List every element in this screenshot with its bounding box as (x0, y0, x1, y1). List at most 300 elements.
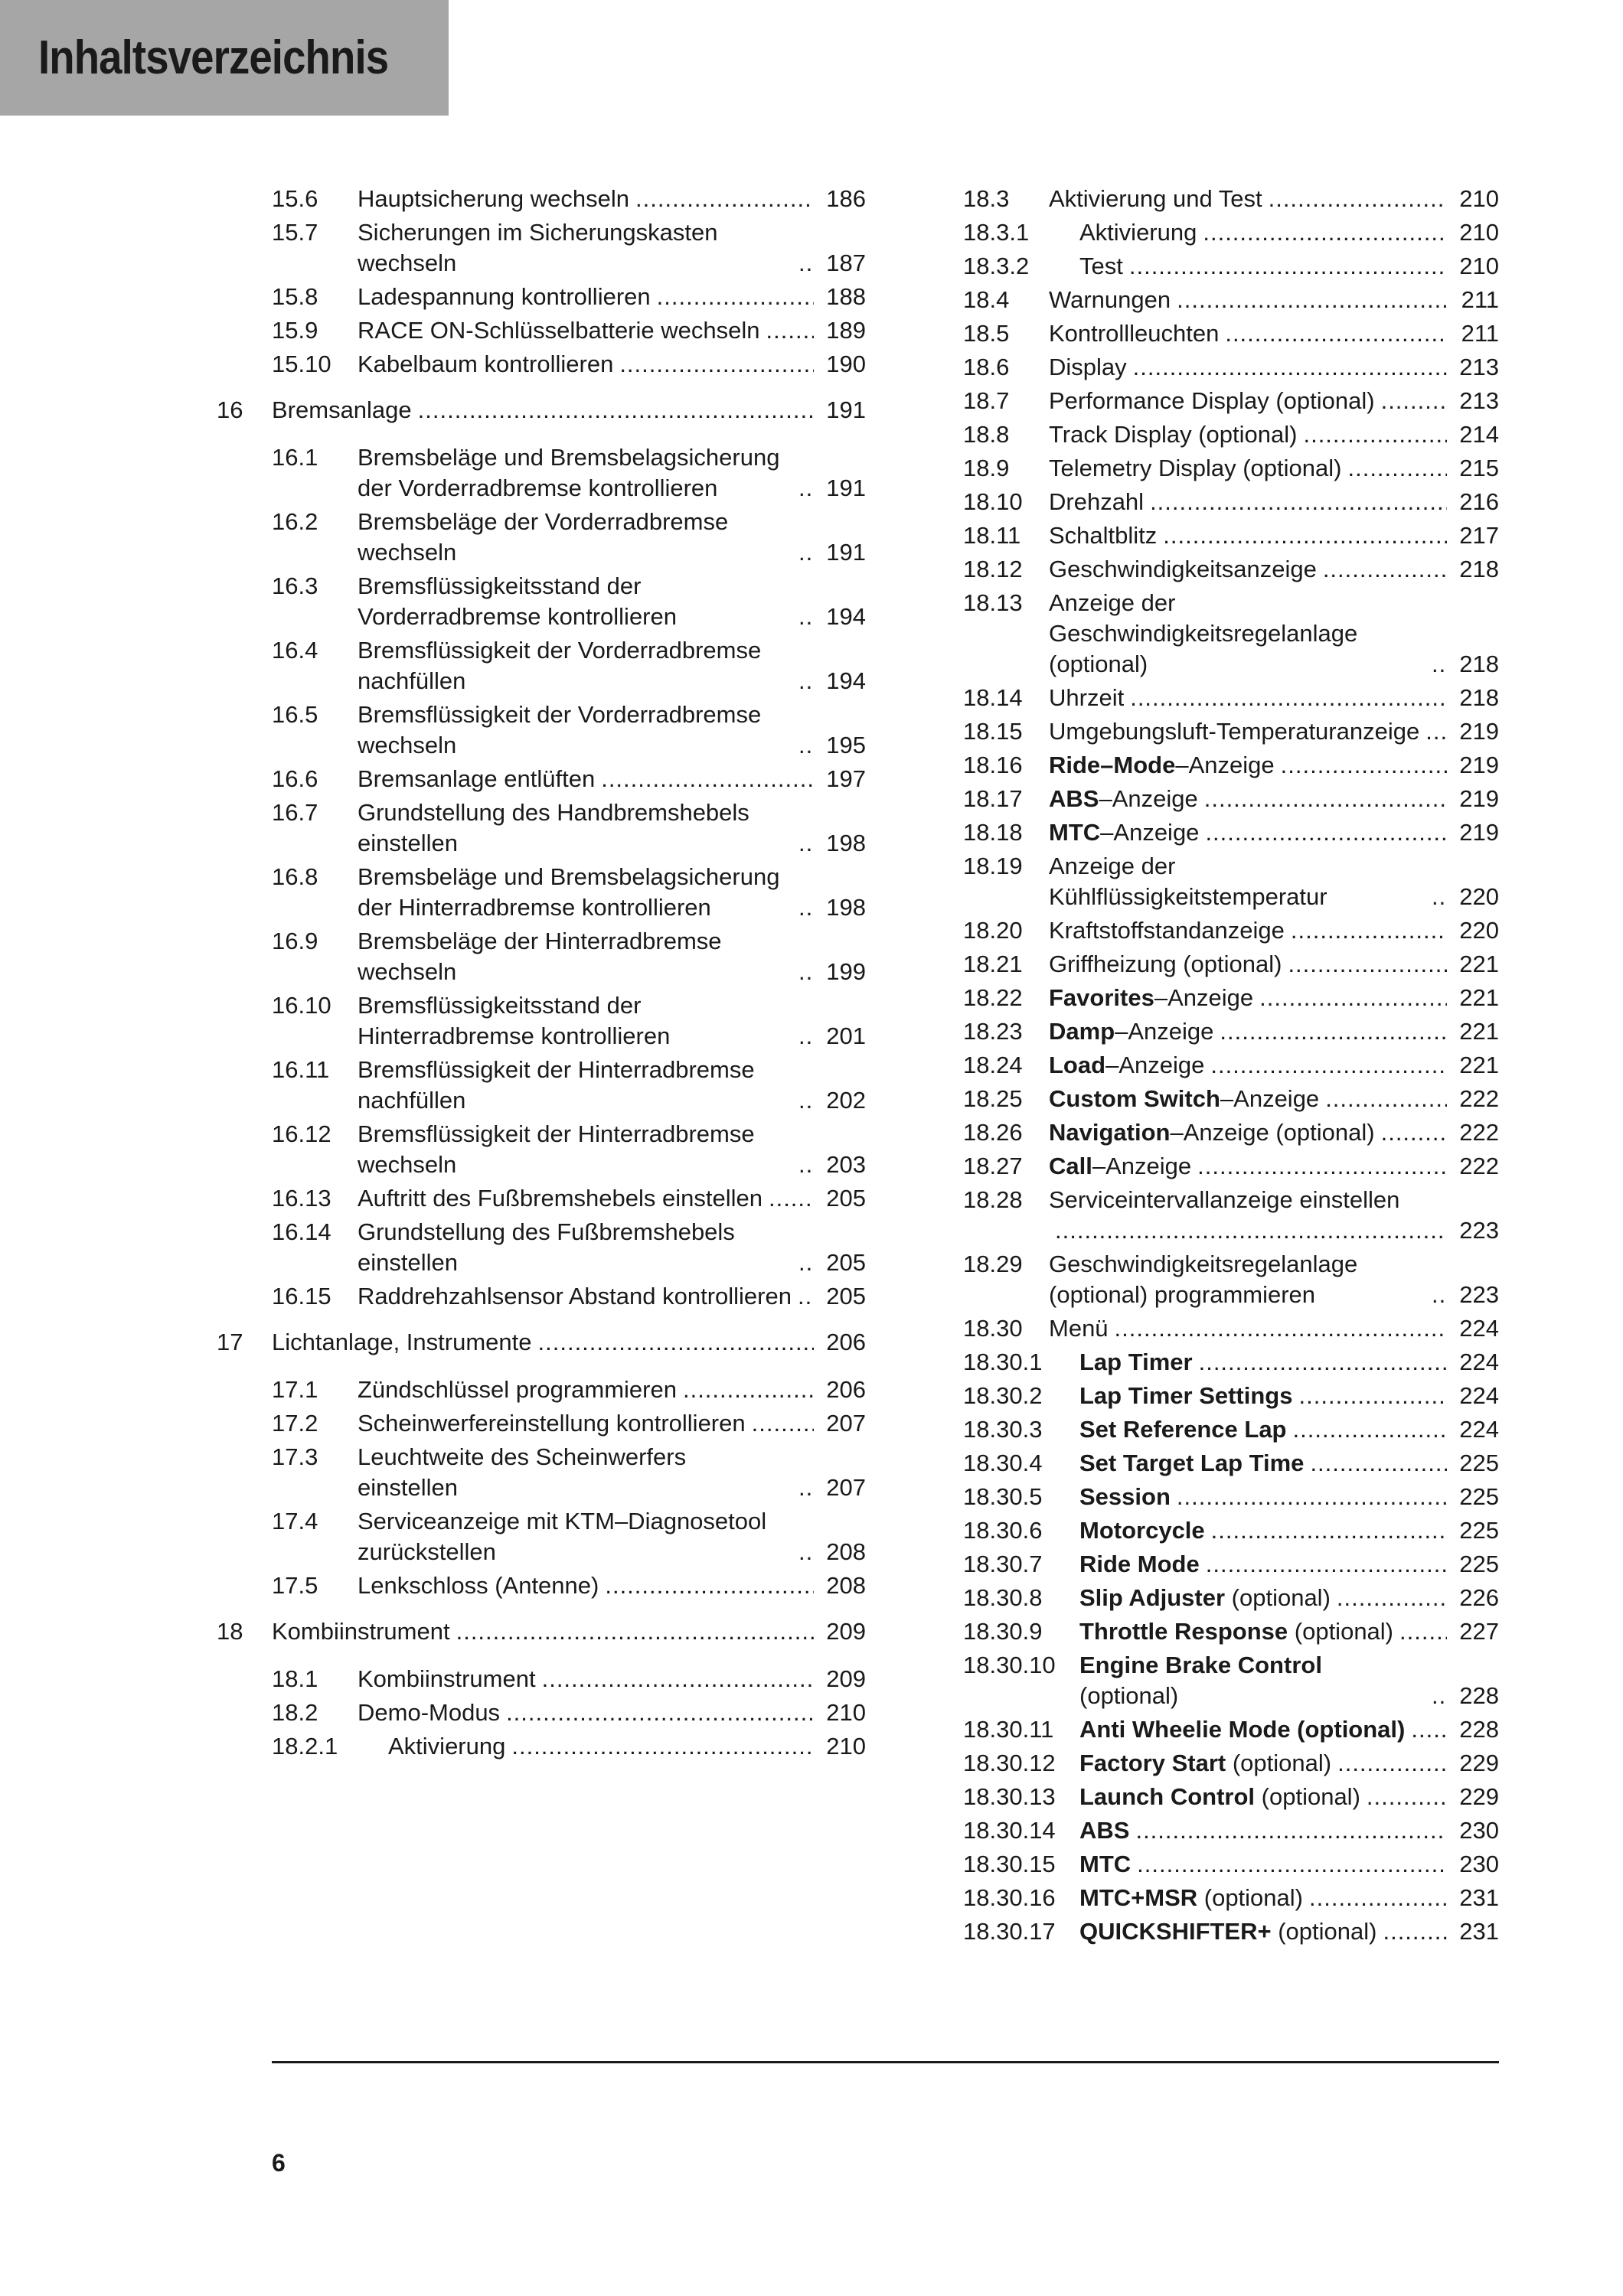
toc-dot-leader (542, 1664, 814, 1694)
toc-entry-page: 194 (826, 667, 866, 694)
toc-dot-leader (1210, 1050, 1447, 1081)
toc-dot-leader (1281, 750, 1447, 781)
toc-entry-number: 16.3 (272, 572, 318, 599)
toc-entry-title-text: Bremsflüssigkeitsstand der Vorderradbremse kontrollieren (358, 572, 677, 630)
toc-entry-title (1049, 453, 1341, 484)
toc-entry-page: 206 (826, 1376, 866, 1403)
toc-dot-leader (1130, 683, 1447, 713)
toc-entry[interactable] (963, 1916, 1499, 1947)
toc-entry-title-text: Kontrollleuchten (1049, 320, 1220, 347)
toc-entry[interactable] (963, 1849, 1499, 1880)
toc-entry-title (1049, 487, 1144, 517)
toc-dot-leader (1310, 1448, 1447, 1479)
toc-entry[interactable] (272, 1375, 866, 1405)
toc-entry-number: 16.14 (272, 1218, 331, 1245)
toc-entry-page: 220 (1459, 917, 1499, 944)
toc-entry[interactable] (963, 1381, 1499, 1411)
toc-entry[interactable] (963, 1448, 1499, 1479)
toc-entry[interactable] (272, 217, 866, 279)
toc-dot-leader (456, 1616, 814, 1647)
toc-dot-leader (1137, 1849, 1447, 1880)
toc-entry[interactable] (272, 1217, 866, 1278)
toc-entry-number: 18.6 (963, 354, 1010, 380)
toc-entry-title-text: Grundstellung des Handbremshebels einstellen (358, 799, 749, 856)
toc-entry-number: 16.1 (272, 444, 318, 471)
toc-entry[interactable] (272, 1055, 866, 1116)
toc-entry-page: 209 (826, 1665, 866, 1692)
toc-entry-page: 213 (1459, 354, 1499, 380)
toc-entry-title-text: Aktivierung und Test (1049, 185, 1262, 212)
toc-dot-leader (683, 1375, 814, 1405)
toc-entry-title (358, 1570, 599, 1601)
toc-entry[interactable] (963, 251, 1499, 282)
toc-entry[interactable] (963, 817, 1499, 848)
toc-dot-leader (798, 1085, 814, 1116)
toc-entry[interactable] (272, 1506, 866, 1567)
toc-entry[interactable] (963, 1616, 1499, 1647)
toc-entry-title (358, 349, 613, 380)
toc-entry-title (358, 635, 792, 696)
toc-entry-title-bold: Ride–Mode (1049, 752, 1176, 778)
toc-entry-page: 222 (1459, 1153, 1499, 1179)
toc-entry-title (1079, 1482, 1171, 1512)
toc-entry-title-text: Menü (1049, 1315, 1109, 1342)
toc-entry[interactable] (963, 554, 1499, 585)
toc-entry-number: 15.10 (272, 351, 331, 377)
toc-entry-title (1079, 1515, 1205, 1546)
toc-entry-title (358, 184, 629, 214)
toc-entry-number: 16.9 (272, 928, 318, 954)
toc-entry[interactable] (963, 851, 1499, 912)
toc-dot-leader (1381, 1117, 1447, 1148)
toc-entry-number: 18.30.16 (963, 1884, 1056, 1911)
toc-entry-title (1049, 1151, 1191, 1182)
toc-entry-title-text: Telemetry Display (optional) (1049, 455, 1342, 481)
toc-entry[interactable] (272, 1281, 866, 1312)
toc-entry-page: 221 (1459, 1052, 1499, 1078)
toc-entry[interactable] (963, 1313, 1499, 1344)
toc-entry[interactable] (963, 453, 1499, 484)
toc-dot-leader (1425, 716, 1447, 747)
toc-dot-leader (1337, 1748, 1447, 1779)
toc-entry[interactable] (963, 1050, 1499, 1081)
toc-entry-title (358, 571, 792, 632)
toc-entry[interactable] (963, 386, 1499, 416)
toc-entry-page: 218 (1459, 651, 1499, 677)
toc-dot-leader (1381, 386, 1447, 416)
toc-entry[interactable] (963, 184, 1499, 214)
toc-entry-number: 16.7 (272, 799, 318, 826)
toc-entry-number: 17.3 (272, 1443, 318, 1470)
toc-dot-leader (1323, 554, 1447, 585)
toc-dot-leader (1288, 949, 1447, 980)
toc-dot-leader (635, 184, 814, 214)
toc-entry-title (1049, 419, 1297, 450)
toc-entry-title (1049, 784, 1198, 814)
toc-entry-page: 207 (826, 1410, 866, 1437)
toc-entry-number: 18.3.2 (963, 253, 1030, 279)
toc-chapter-entry[interactable] (217, 1616, 866, 1647)
toc-entry-number: 15.9 (272, 317, 318, 344)
toc-entry-number: 17.2 (272, 1410, 318, 1437)
toc-entry-title-text: (optional) (1197, 1884, 1303, 1911)
toc-entry-page: 230 (1459, 1817, 1499, 1844)
toc-entry[interactable] (963, 1151, 1499, 1182)
toc-entry[interactable] (963, 1883, 1499, 1913)
toc-entry-title (1079, 1650, 1425, 1711)
toc-entry-number: 16.5 (272, 701, 318, 728)
toc-entry-number: 16.8 (272, 863, 318, 890)
toc-entry-title (358, 1281, 792, 1312)
toc-entry-title-text: Umgebungsluft-Temperaturanzeige (1049, 718, 1420, 745)
toc-chapter-entry[interactable] (217, 1327, 866, 1358)
toc-entry-title-text: Bremsflüssigkeit der Vorderradbremse nachfüllen (358, 637, 762, 694)
toc-entry[interactable] (963, 487, 1499, 517)
toc-entry-title (358, 926, 792, 987)
toc-entry[interactable] (963, 750, 1499, 781)
toc-entry[interactable] (963, 1714, 1499, 1745)
toc-entry-number: 18.30.3 (963, 1416, 1043, 1443)
toc-entry-title-text: –Anzeige (optional) (1170, 1119, 1375, 1146)
toc-entry-number: 18.2.1 (272, 1733, 338, 1760)
toc-entry[interactable] (963, 419, 1499, 450)
toc-entry-number: 18.14 (963, 684, 1023, 711)
toc-dot-leader (798, 666, 814, 696)
toc-entry-title-text: –Anzeige (1115, 1018, 1214, 1045)
toc-entry-title (1049, 520, 1157, 551)
toc-entry[interactable] (963, 1748, 1499, 1779)
toc-entry-page: 211 (1461, 286, 1499, 313)
toc-entry-number: 16.15 (272, 1283, 331, 1309)
toc-entry[interactable] (963, 949, 1499, 980)
toc-entry[interactable] (963, 1549, 1499, 1580)
toc-entry[interactable] (963, 217, 1499, 248)
toc-entry[interactable] (963, 683, 1499, 713)
toc-dot-leader (1309, 1883, 1447, 1913)
toc-dot-leader (766, 315, 815, 346)
toc-entry-title-text: Ladespannung kontrollieren (358, 283, 651, 310)
toc-entry-page: 225 (1459, 1551, 1499, 1577)
toc-entry[interactable] (272, 926, 866, 987)
toc-entry-number: 18.8 (963, 421, 1010, 448)
toc-entry-title (358, 700, 792, 761)
toc-entry-title (272, 1616, 450, 1647)
toc-dot-leader (798, 537, 814, 568)
toc-entry-page: 229 (1459, 1783, 1499, 1810)
toc-dot-leader (1347, 453, 1447, 484)
toc-entry-number: 16 (217, 396, 243, 423)
toc-entry[interactable] (963, 352, 1499, 383)
toc-entry-title (358, 282, 651, 312)
toc-dot-leader (1293, 1414, 1448, 1445)
toc-dot-leader (1211, 1515, 1447, 1546)
toc-entry[interactable] (963, 1650, 1499, 1711)
toc-entry-title-text: Bremsanlage (272, 396, 412, 423)
toc-dot-leader (1163, 520, 1447, 551)
toc-dot-leader (657, 282, 814, 312)
toc-entry-page: 191 (826, 396, 866, 423)
toc-dot-leader (1383, 1916, 1447, 1947)
toc-dot-leader (1206, 1549, 1447, 1580)
toc-entry-title (358, 217, 792, 279)
toc-entry[interactable] (963, 1117, 1499, 1148)
toc-entry-title-text: Warnungen (1049, 286, 1171, 313)
toc-entry-number: 18.30.5 (963, 1483, 1043, 1510)
toc-dot-leader (1205, 817, 1447, 848)
toc-entry-title-bold: Custom Switch (1049, 1085, 1220, 1112)
toc-entry-title-text: Kombiinstrument (272, 1618, 450, 1645)
toc-dot-leader (752, 1408, 814, 1439)
toc-entry-title (1079, 1381, 1293, 1411)
toc-entry-page: 218 (1459, 556, 1499, 582)
toc-entry-page: 205 (826, 1283, 866, 1309)
toc-entry-page: 205 (826, 1185, 866, 1212)
toc-entry-title-text: (optional) (1271, 1918, 1377, 1945)
toc-entry-number: 18 (217, 1618, 243, 1645)
toc-entry[interactable] (272, 1408, 866, 1439)
toc-entry-title-text: (optional) (1079, 1682, 1179, 1709)
toc-entry[interactable] (963, 1815, 1499, 1846)
toc-entry-title (1049, 851, 1425, 912)
toc-entry-page: 231 (1459, 1918, 1499, 1945)
toc-entry-page: 210 (1459, 185, 1499, 212)
toc-entry-number: 18.30.15 (963, 1851, 1056, 1877)
page-title: Inhaltsverzeichnis (38, 31, 389, 84)
toc-entry-title (272, 395, 412, 426)
toc-entry-number: 16.11 (272, 1056, 330, 1083)
toc-dot-leader (506, 1698, 814, 1728)
toc-entry-page: 218 (1459, 684, 1499, 711)
toc-dot-leader (1135, 1815, 1447, 1846)
toc-entry[interactable] (272, 635, 866, 696)
toc-entry[interactable] (272, 797, 866, 859)
toc-entry-title (272, 1327, 532, 1358)
toc-entry[interactable] (272, 1183, 866, 1214)
toc-entry-page: 221 (1459, 984, 1499, 1011)
toc-entry-title-text: Serviceanzeige mit KTM–Diagnosetool zurückstellen (358, 1508, 767, 1565)
toc-entry-title-bold: Damp (1049, 1018, 1115, 1045)
toc-entry[interactable] (963, 983, 1499, 1013)
toc-entry-number: 18.30.9 (963, 1618, 1043, 1645)
toc-entry-title (358, 1442, 792, 1503)
toc-entry-title-bold: Motorcycle (1079, 1517, 1205, 1544)
toc-entry[interactable] (963, 716, 1499, 747)
toc-entry-page: 189 (826, 317, 866, 344)
toc-entry-title-bold: Lap Timer Settings (1079, 1382, 1293, 1409)
toc-entry-title-text: Schaltblitz (1049, 522, 1158, 549)
toc-entry[interactable] (963, 1782, 1499, 1812)
toc-entry[interactable] (272, 571, 866, 632)
toc-dot-leader (1225, 318, 1447, 349)
toc-entry-title (1049, 750, 1275, 781)
toc-entry-number: 15.8 (272, 283, 318, 310)
toc-entry[interactable] (963, 784, 1499, 814)
toc-entry[interactable] (272, 1698, 866, 1728)
toc-entry-page: 225 (1459, 1517, 1499, 1544)
toc-entry-number: 17.5 (272, 1572, 318, 1599)
toc-entry-page: 221 (1459, 1018, 1499, 1045)
toc-entry-title-text: Drehzahl (1049, 488, 1145, 515)
toc-entry-title-text: –Anzeige (1220, 1085, 1320, 1112)
toc-entry-title-text: Anzeige der Kühlflüssigkeitstemperatur (1049, 853, 1327, 910)
toc-entry[interactable] (963, 318, 1499, 349)
toc-entry-page: 195 (826, 732, 866, 758)
toc-dot-leader (1432, 1280, 1447, 1310)
toc-entry-number: 16.6 (272, 765, 318, 792)
toc-entry-title (1079, 217, 1197, 248)
toc-entry-title-bold: Launch Control (1079, 1783, 1256, 1810)
toc-entry-title-bold: Set Reference Lap (1079, 1416, 1287, 1443)
toc-entry-title (1049, 352, 1127, 383)
toc-entry-number: 18.12 (963, 556, 1023, 582)
toc-entry-title-text: Aktivierung (1079, 219, 1197, 246)
toc-entry[interactable] (963, 1515, 1499, 1546)
toc-entry-title-text: (optional) (1225, 1584, 1331, 1611)
toc-entry-number: 18.18 (963, 819, 1023, 846)
toc-dot-leader (1204, 784, 1447, 814)
toc-entry-number: 16.10 (272, 992, 331, 1019)
toc-entry-number: 16.13 (272, 1185, 331, 1212)
toc-entry-title-text: Bremsanlage entlüften (358, 765, 596, 792)
toc-entry-title-bold: Navigation (1049, 1119, 1171, 1146)
toc-entry-page: 224 (1459, 1416, 1499, 1443)
toc-dot-leader (1367, 1782, 1447, 1812)
toc-entry[interactable] (272, 1731, 866, 1762)
toc-entry-title-text: Zündschlüssel programmieren (358, 1376, 677, 1403)
toc-entry-number: 18.23 (963, 1018, 1023, 1045)
toc-entry[interactable] (272, 184, 866, 214)
toc-entry-number: 18.1 (272, 1665, 318, 1692)
toc-entry[interactable] (963, 1016, 1499, 1047)
toc-entry-number: 18.30.6 (963, 1517, 1043, 1544)
toc-entry[interactable] (963, 1347, 1499, 1378)
toc-entry[interactable] (272, 282, 866, 312)
toc-entry-title (1049, 1117, 1375, 1148)
toc-entry[interactable] (272, 315, 866, 346)
toc-entry-title (1079, 1347, 1193, 1378)
toc-dot-leader (1220, 1016, 1447, 1047)
toc-entry[interactable] (272, 990, 866, 1052)
toc-entry-title-text: Bremsbeläge der Hinterradbremse wechseln (358, 928, 722, 985)
toc-entry[interactable] (963, 520, 1499, 551)
toc-entry-number: 18.30.1 (963, 1349, 1043, 1375)
toc-entry-number: 17.4 (272, 1508, 318, 1534)
toc-dot-leader (1199, 1347, 1447, 1378)
toc-entry-number: 18.3.1 (963, 219, 1030, 246)
footer-divider (272, 2061, 1499, 2063)
toc-entry-title-text: Bremsbeläge und Bremsbelagsicherung der Hinterradbremse kontrollieren (358, 863, 780, 921)
toc-dot-leader (798, 1247, 814, 1278)
toc-entry-title (358, 797, 792, 859)
toc-entry[interactable] (272, 507, 866, 568)
toc-entry[interactable] (272, 764, 866, 794)
toc-entry-number: 17.1 (272, 1376, 318, 1403)
toc-entry[interactable] (272, 349, 866, 380)
toc-entry-page: 210 (1459, 219, 1499, 246)
toc-entry-number: 18.5 (963, 320, 1010, 347)
toc-entry-page: 219 (1459, 718, 1499, 745)
toc-dot-leader (619, 349, 814, 380)
toc-dot-leader (1177, 285, 1447, 315)
toc-entry-title-text: Anzeige der Geschwindigkeitsregelanlage (optional) (1049, 589, 1358, 677)
toc-entry-title-text: Bremsbeläge der Vorderradbremse wechseln (358, 508, 729, 566)
toc-entry-number: 18.20 (963, 917, 1023, 944)
toc-entry[interactable] (272, 1570, 866, 1601)
toc-dot-leader (798, 828, 814, 859)
toc-entry[interactable] (272, 442, 866, 504)
toc-entry-title (1079, 1916, 1376, 1947)
toc-entry-title-text: Leuchtweite des Scheinwerfers einstellen (358, 1443, 687, 1501)
toc-entry-page: 214 (1459, 421, 1499, 448)
toc-entry-title-text: Griffheizung (optional) (1049, 951, 1282, 977)
toc-entry-number: 16.12 (272, 1120, 331, 1147)
header-tab (0, 0, 449, 116)
toc-entry[interactable] (272, 1442, 866, 1503)
toc-entry-title-text: Kombiinstrument (358, 1665, 536, 1692)
toc-entry-title-text: Serviceintervallanzeige einstellen (1049, 1186, 1400, 1213)
toc-entry[interactable] (963, 1482, 1499, 1512)
toc-entry-page: 209 (826, 1618, 866, 1645)
toc-entry-page: 213 (1459, 387, 1499, 414)
toc-entry[interactable] (272, 1664, 866, 1694)
toc-entry-page: 225 (1459, 1483, 1499, 1510)
toc-entry[interactable] (272, 862, 866, 923)
toc-entry-title-bold: Favorites (1049, 984, 1154, 1011)
toc-entry-title (1079, 1849, 1131, 1880)
toc-entry-title (358, 1375, 677, 1405)
toc-entry-title-text: Grundstellung des Fußbremshebels einstellen (358, 1218, 735, 1276)
toc-entry[interactable] (963, 1249, 1499, 1310)
toc-entry[interactable] (963, 1185, 1499, 1246)
toc-entry-title (1049, 716, 1419, 747)
toc-entry-page: 208 (826, 1538, 866, 1565)
toc-entry[interactable] (272, 700, 866, 761)
toc-entry-title (1049, 1016, 1213, 1047)
toc-entry-page: 228 (1459, 1716, 1499, 1743)
toc-entry-title-text: Test (1079, 253, 1123, 279)
toc-entry-title (358, 507, 792, 568)
toc-entry[interactable] (963, 1414, 1499, 1445)
toc-chapter-entry[interactable] (217, 395, 866, 426)
toc-dot-leader (798, 1537, 814, 1567)
toc-dot-leader (1291, 915, 1447, 946)
toc-entry-number: 18.24 (963, 1052, 1023, 1078)
toc-entry[interactable] (272, 1119, 866, 1180)
toc-entry-title (1049, 184, 1262, 214)
toc-entry-page: 220 (1459, 883, 1499, 910)
toc-entry-number: 18.16 (963, 752, 1023, 778)
toc-entry-number: 18.30.11 (963, 1716, 1054, 1743)
toc-entry[interactable] (963, 915, 1499, 946)
toc-entry-title (1049, 817, 1199, 848)
toc-dot-leader (798, 1281, 814, 1312)
toc-entry-title-text: Aktivierung (388, 1733, 506, 1760)
toc-entry[interactable] (963, 285, 1499, 315)
toc-entry[interactable] (963, 588, 1499, 680)
toc-entry-number: 18.19 (963, 853, 1023, 879)
toc-entry-page: 231 (1459, 1884, 1499, 1911)
toc-entry-title-bold: Session (1079, 1483, 1171, 1510)
toc-entry-title-text: Display (1049, 354, 1127, 380)
toc-entry-title-text: Track Display (optional) (1049, 421, 1298, 448)
toc-dot-leader (798, 473, 814, 504)
toc-entry-title-text: Kabelbaum kontrollieren (358, 351, 614, 377)
toc-entry[interactable] (963, 1084, 1499, 1114)
toc-entry-page: 210 (826, 1733, 866, 1760)
toc-entry-page: 201 (826, 1022, 866, 1049)
toc-entry[interactable] (963, 1583, 1499, 1613)
toc-entry-number: 18.27 (963, 1153, 1023, 1179)
